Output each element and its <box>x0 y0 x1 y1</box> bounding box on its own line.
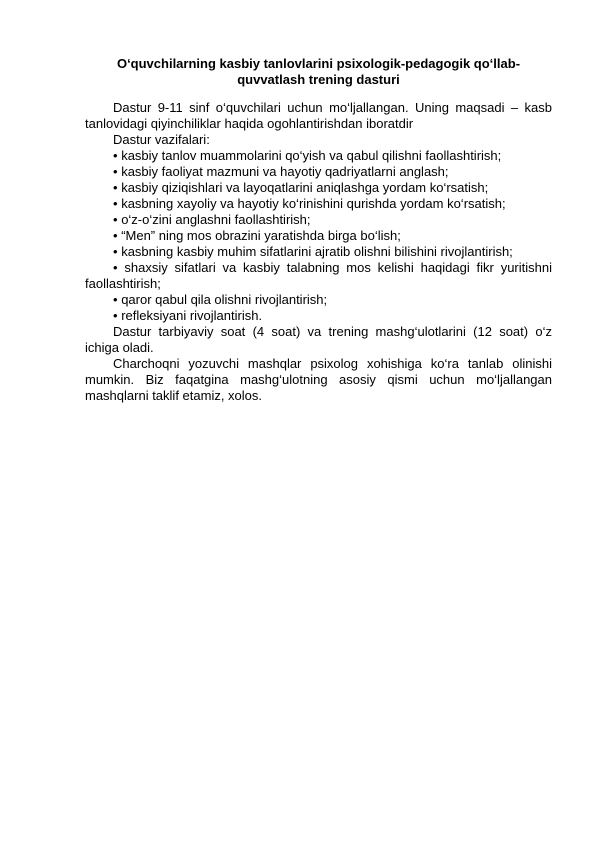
bullet-icon: • <box>113 164 118 179</box>
bullet-icon: • <box>113 308 118 323</box>
warmup-paragraph: Charchoqni yozuvchi mashqlar psixolog xohishiga ko‘ra tanlab olinishi mumkin. Biz faqatgina mashg‘ulotning asosiy qismi uchun mo‘ljallangan mashqlarni taklif etamiz, xolos. <box>85 356 552 403</box>
bullet-icon: • <box>113 196 118 211</box>
bullet-icon: • <box>113 228 118 243</box>
task-item <box>85 244 552 260</box>
task-text: kasbning kasbiy muhim sifatlarini ajratib olishni bilishini rivojlantirish; <box>121 244 513 259</box>
task-text: refleksiyani rivojlantirish. <box>121 308 263 323</box>
task-text: kasbiy tanlov muammolarini qo‘yish va qabul qilishni faollashtirish; <box>121 148 502 163</box>
task-item <box>85 228 552 244</box>
task-text: kasbiy faoliyat mazmuni va hayotiy qadriyatlarni anglash; <box>121 164 449 179</box>
intro-paragraph: Dastur 9-11 sinf o‘quvchilari uchun mo‘ljallangan. Uning maqsadi – kasb tanlovidagi qiyinchiliklar haqida ogohlantirishdan iboratdir <box>85 100 552 131</box>
bullet-icon: • <box>113 212 118 227</box>
task-text: “Men” ning mos obrazini yaratishda birga bo‘lish; <box>121 228 401 243</box>
task-item <box>85 212 552 228</box>
task-item <box>85 180 552 196</box>
task-item <box>85 164 552 180</box>
task-text: kasbiy qiziqishlari va layoqatlarini aniqlashga yordam ko‘rsatish; <box>121 180 489 195</box>
task-item <box>85 148 552 164</box>
bullet-icon: • <box>113 180 118 195</box>
task-text: qaror qabul qila olishni rivojlantirish; <box>121 292 328 307</box>
bullet-icon: • <box>113 292 118 307</box>
task-item <box>85 260 552 292</box>
structure-paragraph: Dastur tarbiyaviy soat (4 soat) va trening mashg‘ulotlarini (12 soat) o‘z ichiga oladi. <box>85 324 552 355</box>
tasks-list <box>85 148 552 324</box>
task-text: o‘z-o‘zini anglashni faollashtirish; <box>121 212 311 227</box>
tasks-heading: Dastur vazifalari: <box>113 132 210 147</box>
bullet-icon: • <box>113 244 118 259</box>
task-text: kasbning xayoliy va hayotiy ko‘rinishini qurishda yordam ko‘rsatish; <box>121 196 506 211</box>
bullet-icon: • <box>113 148 118 163</box>
document-title: O‘quvchilarning kasbiy tanlovlarini psixologik-pedagogik qo‘llab-quvvatlash trening dasturi <box>116 56 521 87</box>
task-item <box>85 308 552 324</box>
task-item <box>85 196 552 212</box>
task-text: shaxsiy sifatlari va kasbiy talabning mos kelishi haqidagi fikr yuritishni faollashtirish; <box>85 260 552 291</box>
task-item <box>85 292 552 308</box>
bullet-icon: • <box>113 260 118 275</box>
